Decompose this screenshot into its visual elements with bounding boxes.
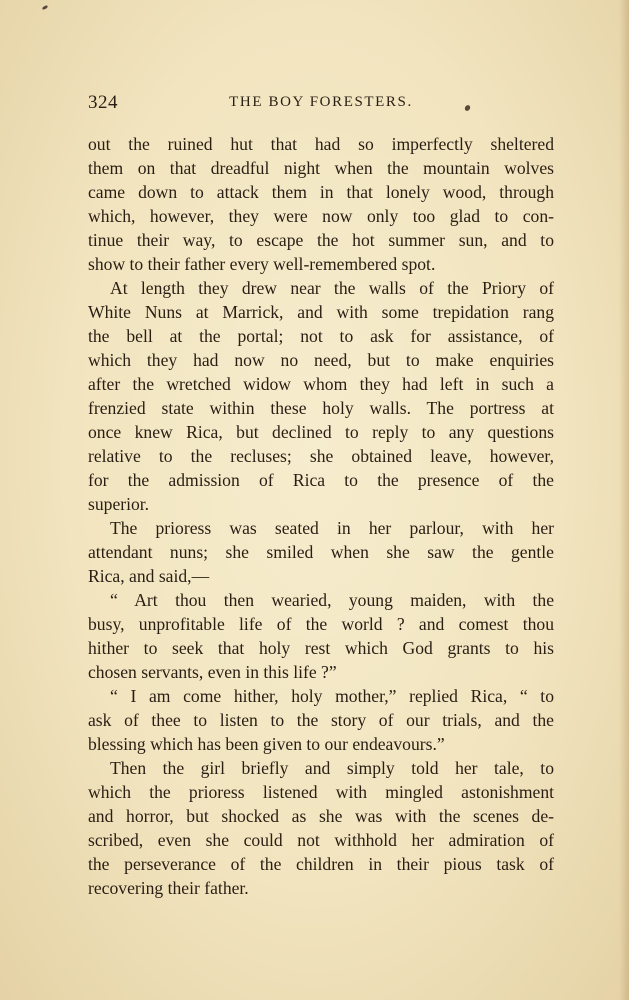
text-line: Then the girl briefly and simply told her tale, to <box>110 758 554 778</box>
ink-speck-mark <box>42 5 49 11</box>
text-line: busy, unprofitable life of the world ? and comest thou <box>88 614 554 634</box>
text-line: “ Art thou then wearied, young maiden, with the <box>110 590 554 610</box>
text-line: frenzied state within these holy walls. The portress at <box>88 398 554 418</box>
body-text <box>88 132 554 900</box>
text-line: attendant nuns; she smiled when she saw the gentle <box>88 542 554 562</box>
text-line: relative to the recluses; she obtained leave, however, <box>88 446 554 466</box>
page-header <box>88 92 554 116</box>
text-line: hither to seek that holy rest which God grants to his <box>88 638 554 658</box>
text-line: scribed, even she could not withhold her admiration of <box>88 830 554 850</box>
text-line: the bell at the portal; not to ask for assistance, of <box>88 326 554 346</box>
text-line: the perseverance of the children in their pious task of <box>88 854 554 874</box>
text-line: came down to attack them in that lonely wood, through <box>88 182 554 202</box>
text-line: which the prioress listened with mingled astonishment <box>88 782 554 802</box>
text-line: ask of thee to listen to the story of our trials, and the <box>88 710 554 730</box>
text-line: “ I am come hither, holy mother,” replied Rica, “ to <box>110 686 554 706</box>
text-line: blessing which has been given to our endeavours.” <box>88 734 445 754</box>
running-title: THE BOY FORESTERS. <box>229 94 413 110</box>
text-line: Rica, and said,— <box>88 566 210 586</box>
text-line: superior. <box>88 494 150 514</box>
text-line: once knew Rica, but declined to reply to any questions <box>88 422 554 442</box>
text-line: show to their father every well-remembered spot. <box>88 254 436 274</box>
text-line: out the ruined hut that had so imperfectly sheltered <box>88 134 554 154</box>
text-line: At length they drew near the walls of the Priory of <box>110 278 554 298</box>
text-line: recovering their father. <box>88 878 249 898</box>
text-line: for the admission of Rica to the presence of the <box>88 470 554 490</box>
text-line: White Nuns at Marrick, and with some trepidation rang <box>88 302 554 322</box>
text-line: them on that dreadful night when the mountain wolves <box>88 158 554 178</box>
text-line: tinue their way, to escape the hot summer sun, and to <box>88 230 554 250</box>
page-edge-shadow <box>619 0 629 1000</box>
text-line: chosen servants, even in this life ?” <box>88 662 337 682</box>
text-line: after the wretched widow whom they had left in such a <box>88 374 554 394</box>
page-number: 324 <box>88 92 118 113</box>
text-line: which, however, they were now only too glad to con- <box>88 206 554 226</box>
text-line: which they had now no need, but to make enquiries <box>88 350 554 370</box>
text-line: The prioress was seated in her parlour, with her <box>110 518 554 538</box>
text-line: and horror, but shocked as she was with the scenes de- <box>88 806 554 826</box>
